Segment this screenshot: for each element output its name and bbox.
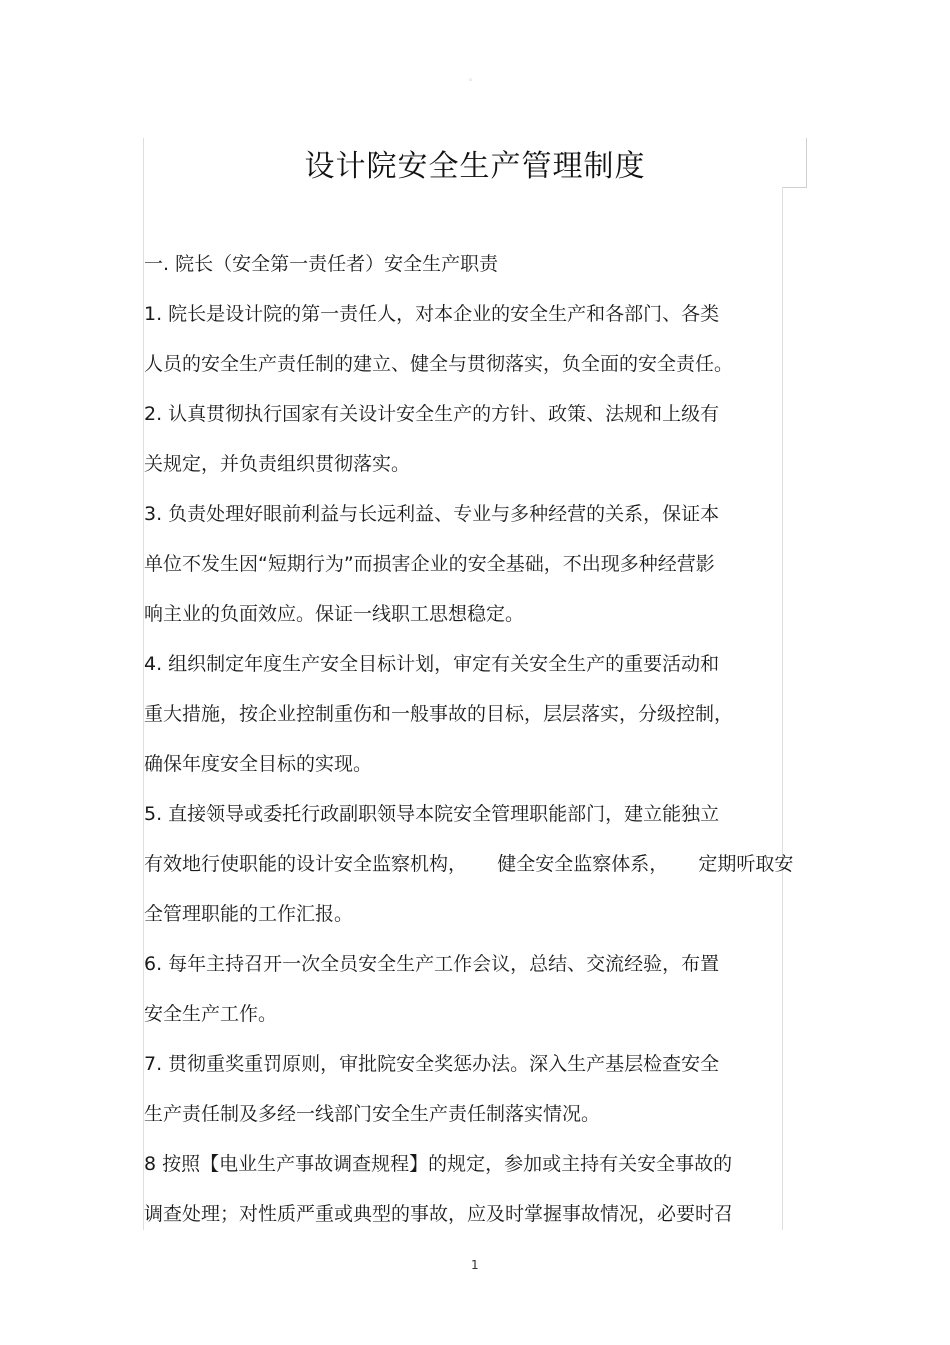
section-heading: 一. 院长（安全第一责任者）安全生产职责 [144,253,499,275]
body-line: 单位不发生因“短期行为”而损害企业的安全基础，不出现多种经营影 [144,553,715,575]
body-line: 5. 直接领导或委托行政副职领导本院安全管理职能部门，建立能独立 [144,803,720,825]
body-line: 重大措施，按企业控制重伤和一般事故的目标，层层落实，分级控制， [144,703,734,725]
header-mark: 。 [469,73,477,82]
body-line: 人员的安全生产责任制的建立、健全与贯彻落实，负全面的安全责任。 [144,353,734,375]
page-frame-notch [782,187,807,188]
body-line: 2. 认真贯彻执行国家有关设计安全生产的方针、政策、法规和上级有 [144,403,720,425]
body-line: 4. 组织制定年度生产安全目标计划，审定有关安全生产的重要活动和 [144,653,720,675]
body-line: 关规定，并负责组织贯彻落实。 [144,453,411,475]
body-line: 确保年度安全目标的实现。 [144,753,373,775]
page-number: 1 [471,1258,479,1272]
body-line: 安全生产工作。 [144,1003,278,1025]
body-line: 全管理职能的工作汇报。 [144,903,354,925]
body-line: 生产责任制及多经一线部门安全生产责任制落实情况。 [144,1103,601,1125]
body-line: 7. 贯彻重奖重罚原则，审批院安全奖惩办法。深入生产基层检查安全 [144,1053,720,1075]
body-line: 3. 负责处理好眼前利益与长远利益、专业与多种经营的关系，保证本 [144,503,720,525]
body-line: 有效地行使职能的设计安全监察机构， 健全安全监察体系， 定期听取安 [144,853,794,875]
document-title: 设计院安全生产管理制度 [304,149,646,184]
body-line: 1. 院长是设计院的第一责任人，对本企业的安全生产和各部门、各类 [144,303,720,325]
page-frame-right-border [782,187,783,1230]
body-line: 响主业的负面效应。保证一线职工思想稳定。 [144,603,525,625]
body-line: 6. 每年主持召开一次全员安全生产工作会议，总结、交流经验，布置 [144,953,720,975]
body-line: 8 按照【电业生产事故调查规程】的规定，参加或主持有关安全事故的 [144,1153,733,1175]
body-line: 调查处理；对性质严重或典型的事故，应及时掌握事故情况，必要时召 [144,1203,734,1225]
